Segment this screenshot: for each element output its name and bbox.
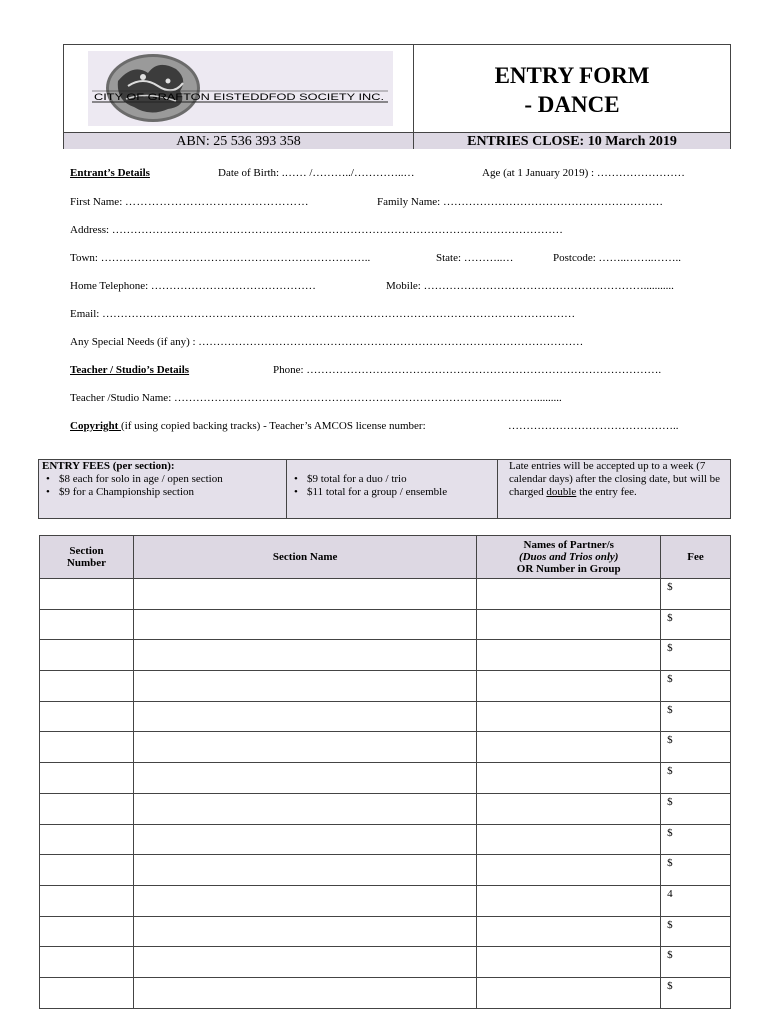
fees-column-group xyxy=(287,460,498,518)
table-row xyxy=(40,793,731,824)
section-name-cell[interactable] xyxy=(133,763,476,794)
entrant-details-row xyxy=(70,166,685,180)
dob-field[interactable] xyxy=(218,166,414,180)
entry-fees-title: ENTRY FEES (per section): xyxy=(42,460,175,472)
partners-cell[interactable] xyxy=(477,793,661,824)
logo-text: CITY OF GRAFTON EISTEDDFOD SOCIETY INC. xyxy=(94,92,384,103)
table-row xyxy=(40,609,731,640)
fee-item-solo: • $8 each for solo in age / open section xyxy=(39,473,286,486)
teacher-name-field[interactable] xyxy=(70,391,562,405)
section-name-cell[interactable] xyxy=(133,824,476,855)
partners-cell[interactable] xyxy=(477,701,661,732)
fee-cell[interactable]: $ xyxy=(661,640,731,671)
section-name-cell[interactable] xyxy=(133,947,476,978)
fee-item-championship: • $9 for a Championship section xyxy=(39,486,286,499)
amcos-license-field[interactable] xyxy=(508,419,679,433)
table-row xyxy=(40,671,731,702)
late-entries-text: Late entries will be accepted up to a week (7 calendar days) after the closing date, but will be charged xyxy=(509,460,721,498)
postcode-field[interactable] xyxy=(553,251,681,265)
section-number-cell[interactable] xyxy=(40,640,134,671)
town-label: Town: xyxy=(70,252,98,264)
section-number-cell[interactable] xyxy=(40,885,134,916)
table-row xyxy=(40,947,731,978)
address-label: Address: xyxy=(70,224,110,236)
copyright-text: (if using copied backing tracks) - Teacher’s AMCOS license number: xyxy=(121,420,426,432)
form-title-line1: ENTRY FORM xyxy=(494,63,650,88)
entries-body xyxy=(40,579,731,1009)
form-header xyxy=(63,44,731,149)
section-number-cell[interactable] xyxy=(40,579,134,610)
special-needs-dots: …………………………………………………………………………………………… xyxy=(198,336,584,348)
table-row xyxy=(40,732,731,763)
fee-item-duo-trio: • $9 total for a duo / trio xyxy=(287,473,497,486)
copyright-row xyxy=(70,419,679,433)
section-number-cell[interactable] xyxy=(40,855,134,886)
age-dots: …………………… xyxy=(596,167,685,179)
family-name-field[interactable] xyxy=(377,195,663,209)
age-field[interactable] xyxy=(482,166,685,180)
fee-cell[interactable]: $ xyxy=(661,947,731,978)
table-row xyxy=(40,640,731,671)
section-number-cell[interactable] xyxy=(40,763,134,794)
teacher-name-label: Teacher /Studio Name: xyxy=(70,392,172,404)
email-dots: ………………………………………………………………………………………………………………… xyxy=(102,308,576,320)
home-telephone-dots: ……………………………………… xyxy=(150,280,316,292)
teacher-details-heading: Teacher / Studio’s Details xyxy=(70,364,190,376)
section-name-cell[interactable] xyxy=(133,885,476,916)
email-label: Email: xyxy=(70,308,100,320)
section-number-cell[interactable] xyxy=(40,701,134,732)
fee-cell[interactable]: $ xyxy=(661,609,731,640)
section-number-cell[interactable] xyxy=(40,947,134,978)
table-row xyxy=(40,763,731,794)
table-row xyxy=(40,701,731,732)
teacher-details-row xyxy=(70,363,662,377)
table-row xyxy=(40,977,731,1008)
table-row xyxy=(40,824,731,855)
mobile-label: Mobile: xyxy=(386,280,421,292)
section-name-cell[interactable] xyxy=(133,855,476,886)
phone-field[interactable] xyxy=(273,363,661,377)
age-label: Age (at 1 January 2019) : xyxy=(482,167,595,179)
partners-cell[interactable] xyxy=(477,824,661,855)
section-number-cell[interactable] xyxy=(40,732,134,763)
col-header-section-name: Section Name xyxy=(133,536,476,579)
society-emblem-icon xyxy=(88,51,393,126)
table-row xyxy=(40,885,731,916)
address-dots: …………………………………………………………………………………………………………… xyxy=(111,224,563,236)
mobile-dots: ……………………………………………………........... xyxy=(423,280,674,292)
fee-cell[interactable]: $ xyxy=(661,793,731,824)
dob-label: Date of Birth: xyxy=(218,167,280,179)
partners-cell[interactable] xyxy=(477,947,661,978)
fee-cell[interactable]: $ xyxy=(661,671,731,702)
entries-close-text: ENTRIES CLOSE: 10 March 2019 xyxy=(467,134,677,149)
late-entries-end: the entry fee. xyxy=(576,486,637,498)
table-header-row xyxy=(40,536,731,579)
partners-cell[interactable] xyxy=(477,609,661,640)
phone-dots: ……………………………………………………………………………………. xyxy=(306,364,662,376)
section-name-cell[interactable] xyxy=(133,701,476,732)
fee-cell[interactable]: $ xyxy=(661,763,731,794)
section-name-cell[interactable] xyxy=(133,609,476,640)
title-cell xyxy=(414,45,730,132)
section-name-cell[interactable] xyxy=(133,579,476,610)
state-field[interactable] xyxy=(436,251,513,265)
header-info-bar xyxy=(64,132,730,149)
fee-cell[interactable]: $ xyxy=(661,732,731,763)
state-dots: ………..… xyxy=(463,252,514,264)
family-name-label: Family Name: xyxy=(377,196,441,208)
section-name-cell[interactable] xyxy=(133,640,476,671)
postcode-label: Postcode: xyxy=(553,252,596,264)
section-number-cell[interactable] xyxy=(40,824,134,855)
partners-cell[interactable] xyxy=(477,732,661,763)
fee-cell[interactable]: $ xyxy=(661,824,731,855)
partners-cell[interactable] xyxy=(477,671,661,702)
fee-cell[interactable]: $ xyxy=(661,916,731,947)
section-name-cell[interactable] xyxy=(133,732,476,763)
section-number-cell[interactable] xyxy=(40,671,134,702)
mobile-field[interactable] xyxy=(386,279,674,293)
col-header-partners xyxy=(477,536,661,579)
col-header-partners-line2: (Duos and Trios only) xyxy=(518,551,619,563)
first-name-label: First Name: xyxy=(70,196,123,208)
late-entries-double: double xyxy=(546,486,577,498)
section-number-cell[interactable] xyxy=(40,793,134,824)
entry-fees-box xyxy=(38,459,731,519)
col-header-fee: Fee xyxy=(661,536,731,579)
dob-dots: .…… /………../…………..… xyxy=(281,167,415,179)
section-name-cell[interactable] xyxy=(133,793,476,824)
form-title-line2: - DANCE xyxy=(524,92,620,117)
special-needs-field[interactable] xyxy=(70,335,583,349)
fee-cell[interactable]: $ xyxy=(661,701,731,732)
partners-cell[interactable] xyxy=(477,916,661,947)
section-number-cell[interactable] xyxy=(40,609,134,640)
section-name-cell[interactable] xyxy=(133,671,476,702)
first-name-field[interactable] xyxy=(70,196,309,208)
table-row xyxy=(40,855,731,886)
home-telephone-field[interactable] xyxy=(70,280,316,292)
section-number-cell[interactable] xyxy=(40,916,134,947)
partners-cell[interactable] xyxy=(477,579,661,610)
fee-cell[interactable]: $ xyxy=(661,579,731,610)
special-needs-label: Any Special Needs (if any) : xyxy=(70,336,196,348)
form-title xyxy=(414,61,730,119)
table-row xyxy=(40,916,731,947)
postcode-dots: ……..……..…….. xyxy=(598,252,682,264)
fee-item-group: • $11 total for a group / ensemble xyxy=(287,486,497,499)
fees-column-solo xyxy=(39,460,287,518)
name-row xyxy=(70,195,663,209)
fee-cell[interactable]: 4 xyxy=(661,885,731,916)
copyright-label: Copyright xyxy=(70,420,122,432)
teacher-name-dots: ………………………………………………………………………………………......... xyxy=(174,392,562,404)
family-name-dots: …………………………………………………… xyxy=(443,196,663,208)
col-header-partners-line3: OR Number in Group xyxy=(516,563,621,575)
phone-label: Phone: xyxy=(273,364,304,376)
section-number-cell[interactable] xyxy=(40,977,134,1008)
telephone-row xyxy=(70,279,674,293)
col-header-partners-line1: Names of Partner/s xyxy=(523,539,614,551)
fee-cell[interactable]: $ xyxy=(661,977,731,1008)
abn-text: ABN: 25 536 393 358 xyxy=(64,133,414,149)
entrant-details-heading: Entrant’s Details xyxy=(70,167,150,179)
partners-cell[interactable] xyxy=(477,977,661,1008)
section-entries-table xyxy=(39,535,731,1009)
partners-cell[interactable] xyxy=(477,763,661,794)
state-label: State: xyxy=(436,252,462,264)
town-dots: ……………………………………………………………….. xyxy=(100,252,371,264)
partners-cell[interactable] xyxy=(477,855,661,886)
town-row xyxy=(70,251,682,265)
home-telephone-label: Home Telephone: xyxy=(70,280,149,292)
late-entries-note xyxy=(498,460,730,518)
society-logo xyxy=(88,51,393,126)
fee-cell[interactable]: $ xyxy=(661,855,731,886)
partners-cell[interactable] xyxy=(477,640,661,671)
amcos-license-dots: ……………………………………….. xyxy=(508,420,679,432)
table-row xyxy=(40,579,731,610)
email-field[interactable] xyxy=(70,307,575,321)
first-name-dots: ………………………………………… xyxy=(125,196,309,208)
partners-cell[interactable] xyxy=(477,885,661,916)
section-name-cell[interactable] xyxy=(133,977,476,1008)
col-header-section-number: Section Number xyxy=(40,536,134,579)
address-field[interactable] xyxy=(70,223,563,237)
section-name-cell[interactable] xyxy=(133,916,476,947)
logo-cell xyxy=(64,45,414,132)
town-field[interactable] xyxy=(70,252,370,264)
